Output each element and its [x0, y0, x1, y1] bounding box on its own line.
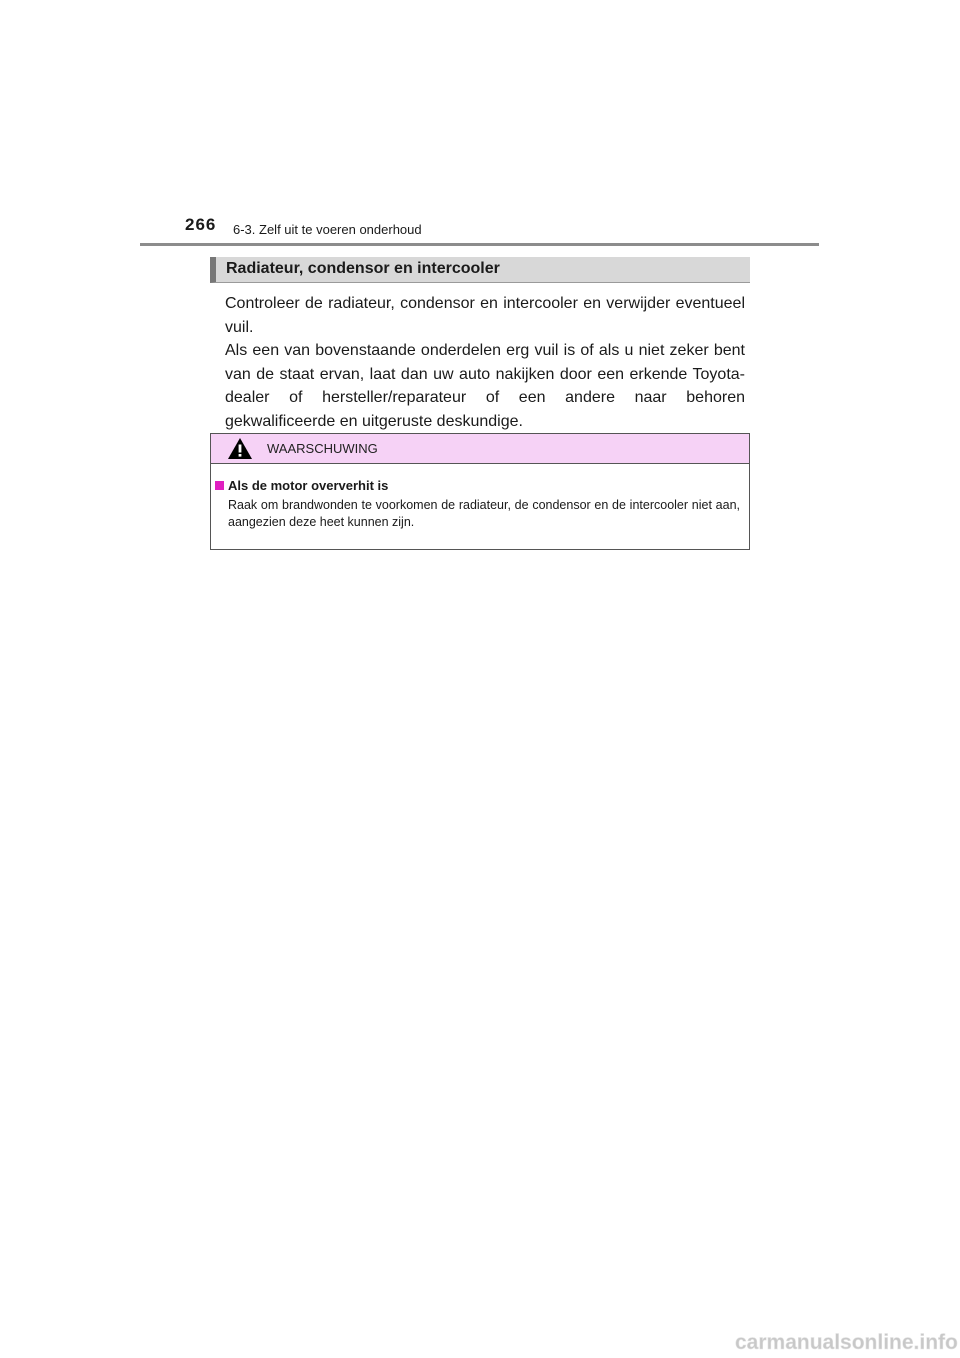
watermark-logo — [733, 1326, 958, 1356]
section-heading — [210, 257, 750, 283]
header-divider — [140, 243, 819, 246]
section-title: Radiateur, condensor en intercooler — [226, 260, 500, 277]
body-text — [225, 292, 745, 433]
page-number: 266 — [185, 215, 217, 234]
warning-title-text: Als de motor oververhit is — [228, 478, 389, 493]
warning-header — [211, 434, 749, 464]
paragraph: Controleer de radiateur, condensor en intercooler en verwijder eventueel vuil. — [225, 295, 745, 336]
svg-text:carmanualsonline.info: carmanualsonline.info — [735, 1331, 958, 1354]
warning-triangle-icon — [227, 437, 253, 460]
section-reference: 6-3. Zelf uit te voeren onderhoud — [233, 222, 422, 237]
warning-label: WAARSCHUWING — [267, 441, 378, 456]
warning-title — [215, 478, 388, 493]
bullet-square-icon — [215, 481, 224, 490]
warning-text: Raak om brandwonden te voorkomen de radiateur, de condensor en de intercooler niet aan, aangezien deze heet kunnen zijn. — [228, 498, 740, 529]
paragraph: Als een van bovenstaande onderdelen erg vuil is of als u niet zeker bent van de staat ervan, laat dan uw auto nakijken door een erkende Toyota-dealer of hersteller/reparateur of een andere naar behoren gekwalificeerde en uitgeruste deskundige. — [225, 342, 745, 430]
warning-box — [210, 433, 750, 550]
